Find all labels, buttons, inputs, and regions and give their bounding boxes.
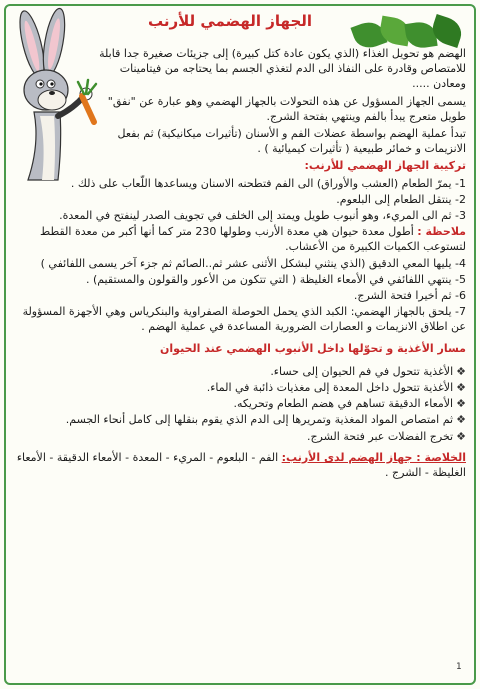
list-item-text: تخرج الفضلات عبر فتحة الشرج. xyxy=(306,429,454,443)
list-item-text: الأمعاء الدقيقة تساهم في هضم الطعام وتحريكه. xyxy=(233,397,454,411)
list-item xyxy=(14,364,466,379)
intro-paragraph: يسمى الجهاز المسؤول عن هذه التحولات بالجهاز الهضمي وهو عبارة عن "نفق" طويل متعرج يبدأ بالفم وينتهي بفتحة الشرج. xyxy=(107,94,466,123)
page-title: الجهاز الهضمي للأرنب xyxy=(147,12,313,30)
structure-step: 7- يلحق بالجهاز الهضمي: الكبد الذي يحمل الحوصلة الصفراوية والبنكرياس وهي الأجهزة المسؤولة عن اطلاق الانزيمات و العصارات الضرورية المساعدة في عملية الهضم . xyxy=(22,305,466,334)
summary xyxy=(14,450,466,480)
intro-paragraph: الهضم هو تحويل الغذاء (الذي يكون عادة كتل كبيرة) إلى جزيئات صغيرة جدا قابلة للامتصاص وقادرة على النفاذ الى الدم لتغذي الجسم بما يحتاجه من فيتامينات ومعادن ..... xyxy=(99,47,466,91)
summary-text: الفم - البلعوم - المريء - المعدة - الأمعاء الدقيقة - الأمعاء الغليظة - الشرج . xyxy=(16,450,466,480)
section-heading: مسار الأغذية و تحوّلها داخل الأنبوب الهضمي عند الحيوان xyxy=(160,341,466,355)
structure-step: 1- يمرّ الطعام (العشب والأوراق) الى الفم فتطحنه الاسنان ويساعدها اللّعاب على ذلك . xyxy=(70,176,466,190)
bullet-icon: ❖ xyxy=(456,364,466,378)
note xyxy=(14,224,466,254)
structure-step: 2- ينتقل الطعام إلى البلعوم. xyxy=(336,192,466,206)
section-heading: تركيبة الجهاز الهضمي للأرنب: xyxy=(304,159,466,173)
document-body xyxy=(14,46,466,480)
list-item xyxy=(14,412,466,427)
bullet-icon: ❖ xyxy=(456,381,466,395)
structure-step: 5- ينتهي اللفائفي في الأمعاء الغليظة ( التي تتكون من الأعور والقولون والمستقيم) . xyxy=(85,272,466,286)
bullet-icon: ❖ xyxy=(456,413,466,427)
bullet-icon: ❖ xyxy=(456,397,466,411)
note-label: ملاحظة : xyxy=(417,225,466,239)
note-text: أطول معدة حيوان هي معدة الأرنب وطولها 230 متر كما أنها أكبر من معدة القطط لتستوعب الكميات الكبيرة من الأعشاب. xyxy=(40,225,466,254)
bullet-icon: ❖ xyxy=(456,429,466,443)
structure-step: 4- يليها المعي الدقيق (الذي ينثني لبشكل الأثنى عشر ثم..الصائم ثم جزء آخر يسمى اللفائفي ) xyxy=(40,256,466,270)
list-item-text: ثم امتصاص المواد المغذية وتمريرها إلى الدم الذي يقوم بنقلها إلى كامل أنحاء الجسم. xyxy=(65,413,454,427)
list-item-text: الأغذية تتحول داخل المعدة إلى مغذيات ذائبة في الماء. xyxy=(206,381,454,395)
list-item xyxy=(14,380,466,395)
structure-step: 6- ثم أخيرا فتحة الشرج. xyxy=(353,289,466,303)
summary-label: الخلاصة : جهاز الهضم لدى الأرنب: xyxy=(281,450,466,464)
list-item xyxy=(14,396,466,411)
structure-step: 3- ثم الى المريء، وهو أنبوب طويل ويمتد إلى الخلف في تجويف الصدر لينفتح في المعدة. xyxy=(59,209,466,223)
page-number: 1 xyxy=(456,662,462,672)
leaves-decoration xyxy=(354,16,464,50)
list-item xyxy=(14,429,466,444)
list-item-text: الأغذية تتحول في فم الحيوان إلى حساء. xyxy=(270,364,454,378)
intro-paragraph: تبدأ عملية الهضم بواسطة عضلات الفم و الأسنان (تأثيرات ميكانيكية) ثم بفعل الانزيمات و خمائر طبيعية ( تأثيرات كيميائية ) . xyxy=(117,127,466,156)
